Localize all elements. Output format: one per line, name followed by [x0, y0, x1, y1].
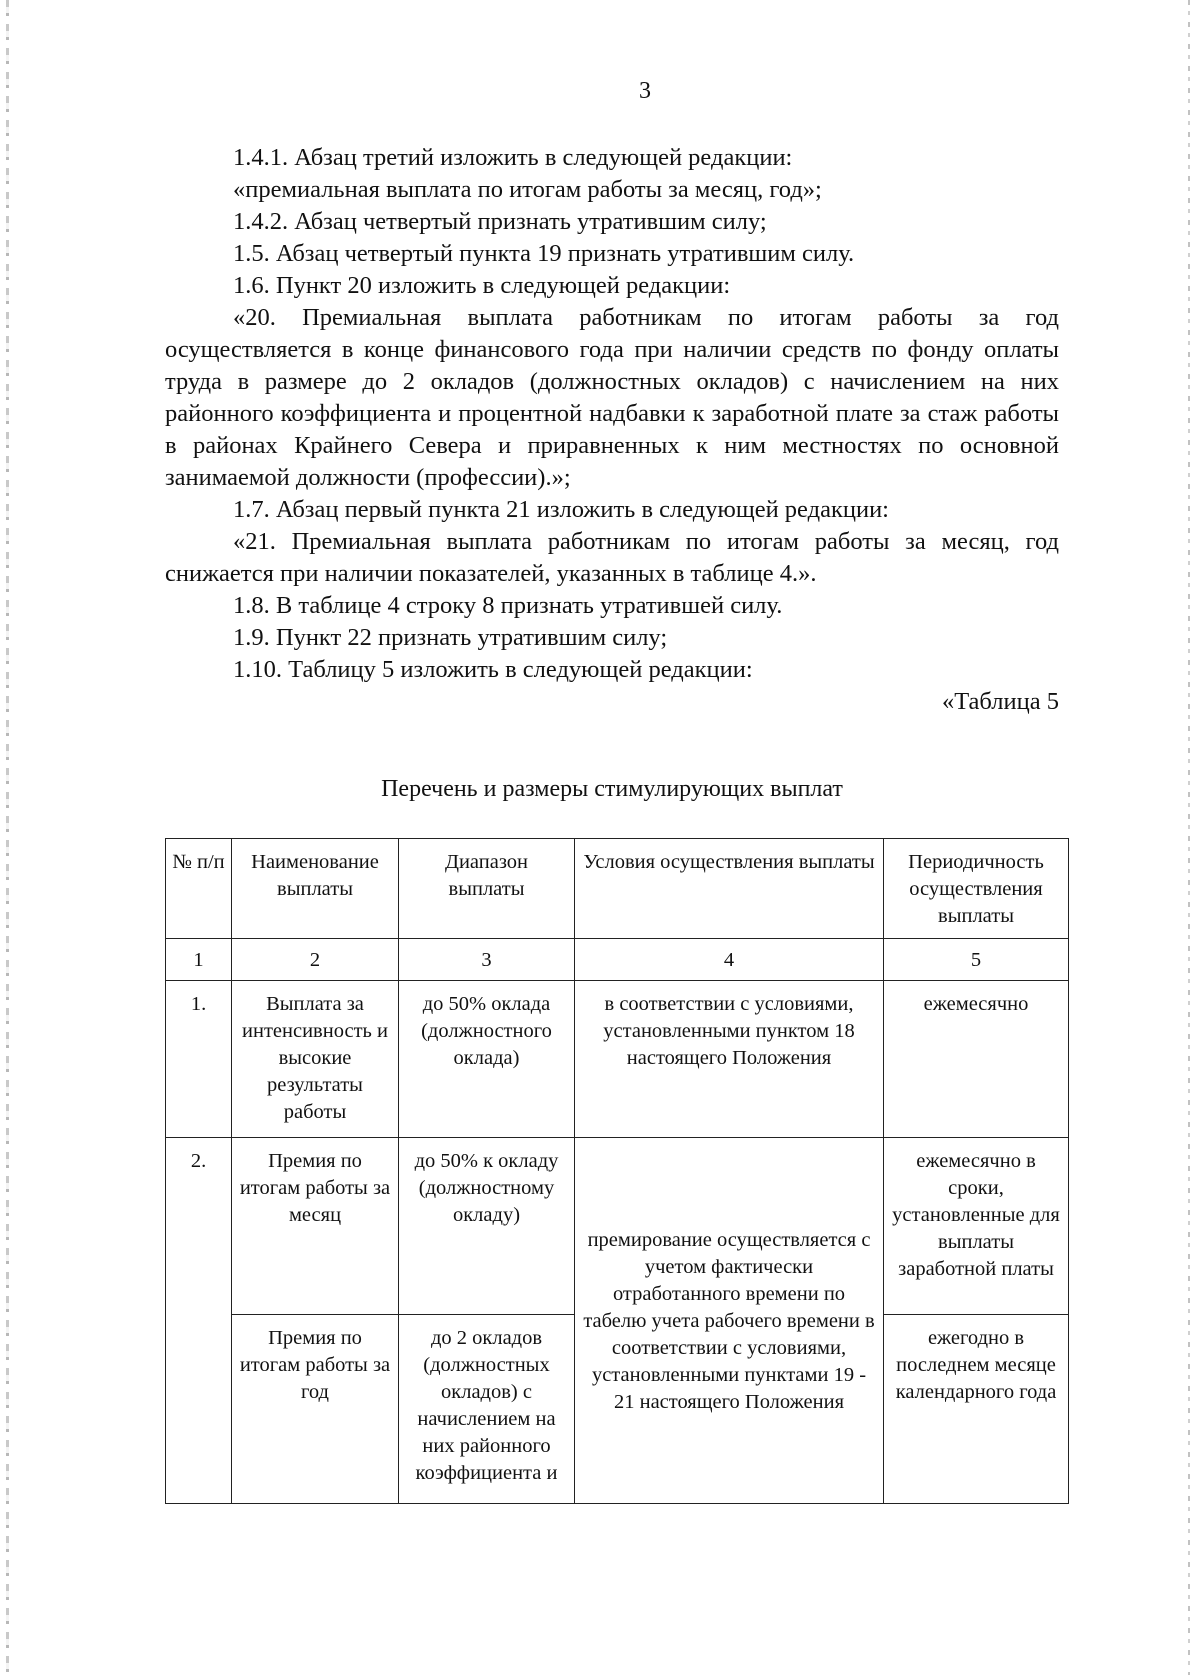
header-conditions: Условия осуществления выплаты	[575, 839, 884, 939]
payment-name: Премия по итогам работы за год	[232, 1315, 399, 1504]
column-number: 4	[575, 939, 884, 981]
payment-name: Премия по итогам работы за месяц	[232, 1138, 399, 1315]
paragraph-1-8: 1.8. В таблице 4 строку 8 признать утратившей силу.	[233, 592, 783, 619]
payment-conditions: в соответствии с условиями, установленными пунктом 18 настоящего Положения	[575, 981, 884, 1138]
payment-conditions: премирование осуществляется с учетом фактически отработанного времени по табелю учета рабочего времени в соответствии с условиями, установленными пунктами 19 - 21 настоящего Положения	[575, 1138, 884, 1504]
paragraph-1-7: 1.7. Абзац первый пункта 21 изложить в следующей редакции:	[233, 496, 889, 523]
document-body	[165, 142, 1059, 718]
table-header-row	[166, 839, 1069, 939]
header-number: № п/п	[166, 839, 232, 939]
payment-name: Выплата за интенсивность и высокие результаты работы	[232, 981, 399, 1138]
row-number: 1.	[166, 981, 232, 1138]
column-number: 3	[399, 939, 575, 981]
header-range: Диапазон выплаты	[399, 839, 575, 939]
page-number: 3	[639, 78, 651, 104]
table-caption: «Таблица 5	[941, 688, 1059, 715]
column-number: 5	[884, 939, 1069, 981]
payment-period: ежемесячно	[884, 981, 1069, 1138]
paragraph-1-5: 1.5. Абзац четвертый пункта 19 признать утратившим силу.	[233, 240, 855, 267]
payment-period: ежемесячно в сроки, установленные для выплаты заработной платы	[884, 1138, 1069, 1315]
paragraph-item-20: «20. Премиальная выплата работникам по итогам работы за год осуществляется в конце финансового года при наличии средств по фонду оплаты труда в размере до 2 окладов (должностных окладов) с начислением на них районного коэффициента и процентной надбавки к заработной плате за стаж работы в районах Крайнего Севера и приравненных к ним местностях по основной занимаемой должности (профессии).»;	[165, 304, 1059, 491]
paragraph-1-6: 1.6. Пункт 20 изложить в следующей редакции:	[233, 272, 731, 299]
header-period: Периодичность осуществления выплаты	[884, 839, 1069, 939]
header-name: Наименование выплаты	[232, 839, 399, 939]
payment-range: до 50% оклада (должностного оклада)	[399, 981, 575, 1138]
column-number-row	[166, 939, 1069, 981]
row-number: 2.	[166, 1138, 232, 1504]
incentive-payments-table	[165, 838, 1069, 1504]
column-number: 2	[232, 939, 399, 981]
table-row	[166, 981, 1069, 1138]
paragraph-1-9: 1.9. Пункт 22 признать утратившим силу;	[233, 624, 668, 651]
payment-range: до 50% к окладу (должностному окладу)	[399, 1138, 575, 1315]
table-row	[166, 1138, 1069, 1315]
column-number: 1	[166, 939, 232, 981]
table-title: Перечень и размеры стимулирующих выплат	[381, 776, 843, 802]
scan-edge-left	[6, 0, 9, 1675]
paragraph-1-4-2: 1.4.2. Абзац четвертый признать утратившим силу;	[233, 208, 767, 235]
scan-edge-right	[1188, 0, 1190, 1675]
payment-period: ежегодно в последнем месяце календарного года	[884, 1315, 1069, 1504]
paragraph-1-4-1: 1.4.1. Абзац третий изложить в следующей редакции:	[233, 144, 793, 171]
paragraph-quote-1: «премиальная выплата по итогам работы за месяц, год»;	[233, 176, 822, 203]
paragraph-item-21: «21. Премиальная выплата работникам по итогам работы за месяц, год снижается при наличии показателей, указанных в таблице 4.».	[165, 528, 1059, 587]
payment-range: до 2 окладов (должностных окладов) с начислением на них районного коэффициента и	[399, 1315, 575, 1504]
paragraph-1-10: 1.10. Таблицу 5 изложить в следующей редакции:	[233, 656, 753, 683]
